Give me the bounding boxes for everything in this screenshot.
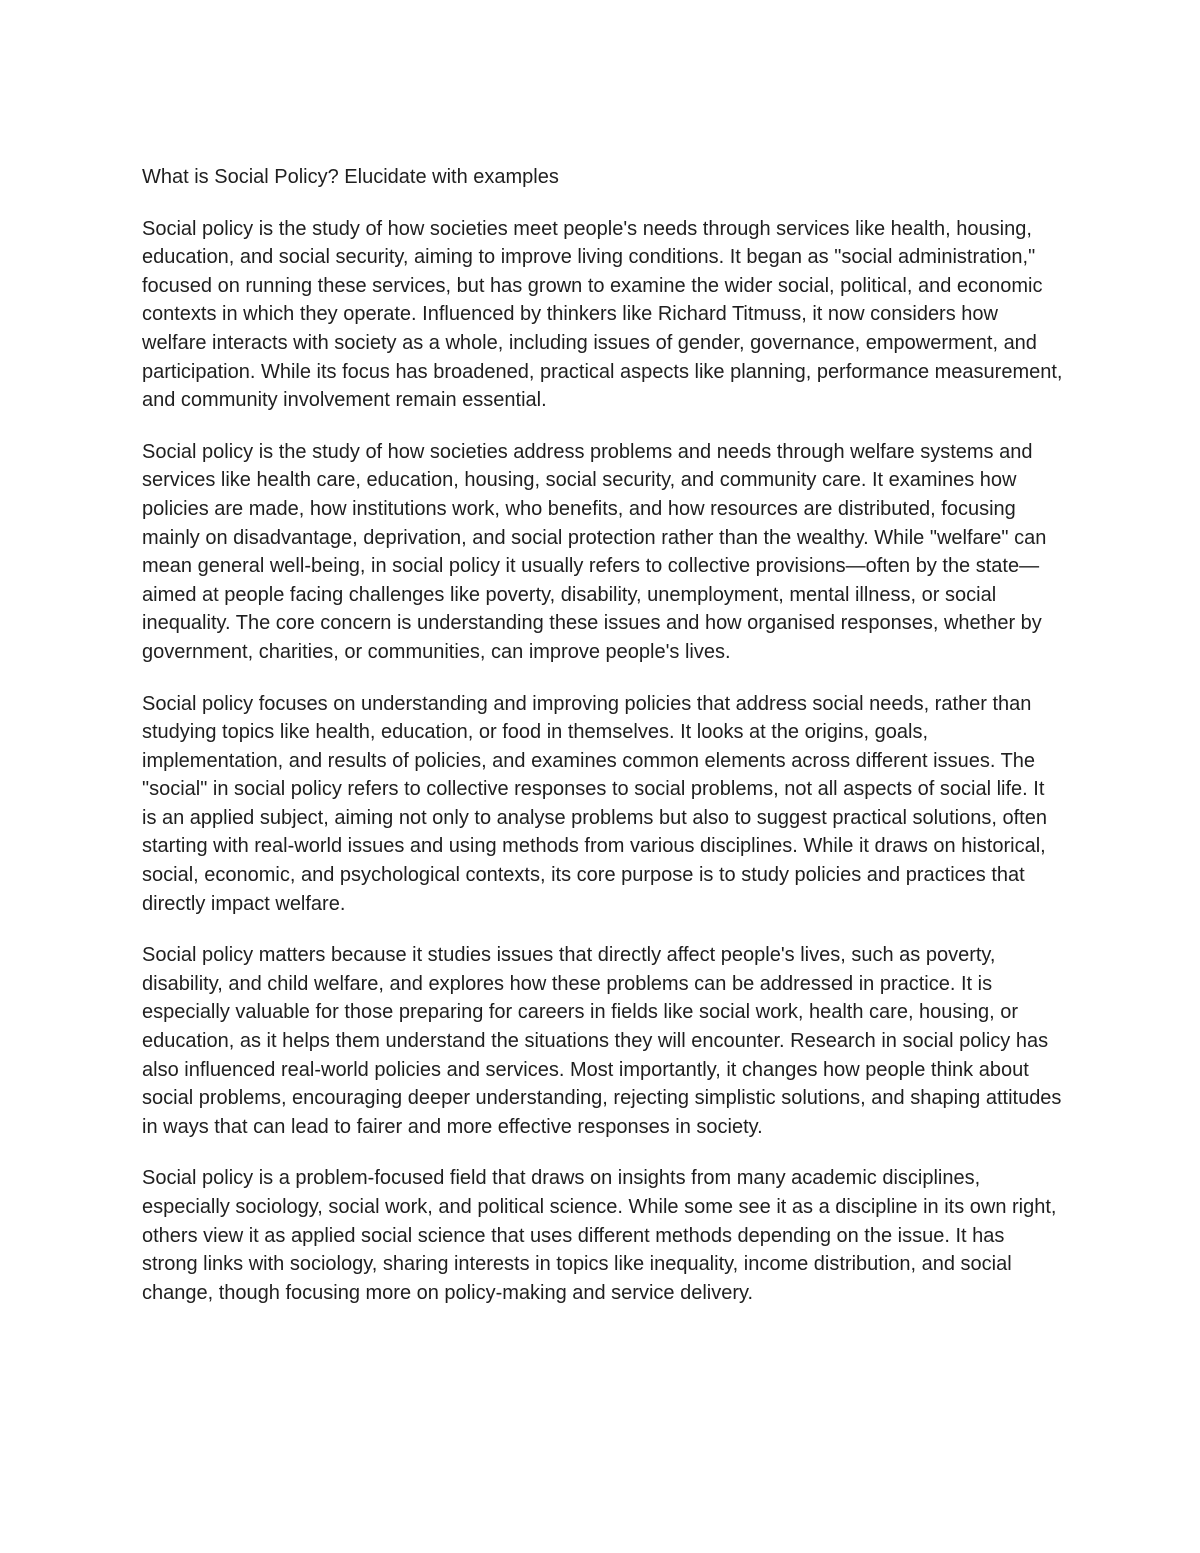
paragraph-4: Social policy matters because it studies issues that directly affect people's lives, such as poverty, disability, and child welfare, and explores how these problems can be addressed in practice. It is especially valuable for those preparing for careers in fields like social work, health care, housing, or education, as it helps them understand the situations they will encounter. Research in social policy has also influenced real-world policies and services. Most importantly, it changes how people think about social problems, encouraging deeper understanding, rejecting simplistic solutions, and shaping attitudes in ways that can lead to fairer and more effective responses in society. xyxy=(142,944,1062,1138)
document-body xyxy=(142,163,1064,1330)
paragraph-2: Social policy is the study of how societies address problems and needs through welfare systems and services like health care, education, housing, social security, and community care. It examines how policies are made, how institutions work, who benefits, and how resources are distributed, focusing mainly on disadvantage, deprivation, and social protection rather than the wealthy. While "welfare" can mean general well-being, in social policy it usually refers to collective provisions—often by the state—aimed at people facing challenges like poverty, disability, unemployment, mental illness, or social inequality. The core concern is understanding these issues and how organised responses, whether by government, charities, or communities, can improve people's lives. xyxy=(142,440,1047,663)
paragraph-3: Social policy focuses on understanding and improving policies that address social needs, rather than studying topics like health, education, or food in themselves. It looks at the origins, goals, implementation, and results of policies, and examines common elements across different issues. The "social" in social policy refers to collective responses to social problems, not all aspects of social life. It is an applied subject, aiming not only to analyse problems but also to suggest practical solutions, often starting with real-world issues and using methods from various disciplines. While it draws on historical, social, economic, and psychological contexts, its core purpose is to study policies and practices that directly impact welfare. xyxy=(142,692,1047,915)
paragraph-5: Social policy is a problem-focused field that draws on insights from many academic disciplines, especially sociology, social work, and political science. While some see it as a discipline in its own right, others view it as applied social science that uses different methods depending on the issue. It has strong links with sociology, sharing interests in topics like inequality, income distribution, and social change, though focusing more on policy-making and service delivery. xyxy=(142,1167,1057,1304)
paragraph-1: Social policy is the study of how societies meet people's needs through services like health, housing, education, and social security, aiming to improve living conditions. It began as "social administration," focused on running these services, but has grown to examine the wider social, political, and economic contexts in which they operate. Influenced by thinkers like Richard Titmuss, it now considers how welfare interacts with society as a whole, including issues of gender, governance, empowerment, and participation. While its focus has broadened, practical aspects like planning, performance measurement, and community involvement remain essential. xyxy=(142,217,1063,412)
document-title: What is Social Policy? Elucidate with examples xyxy=(142,166,559,188)
